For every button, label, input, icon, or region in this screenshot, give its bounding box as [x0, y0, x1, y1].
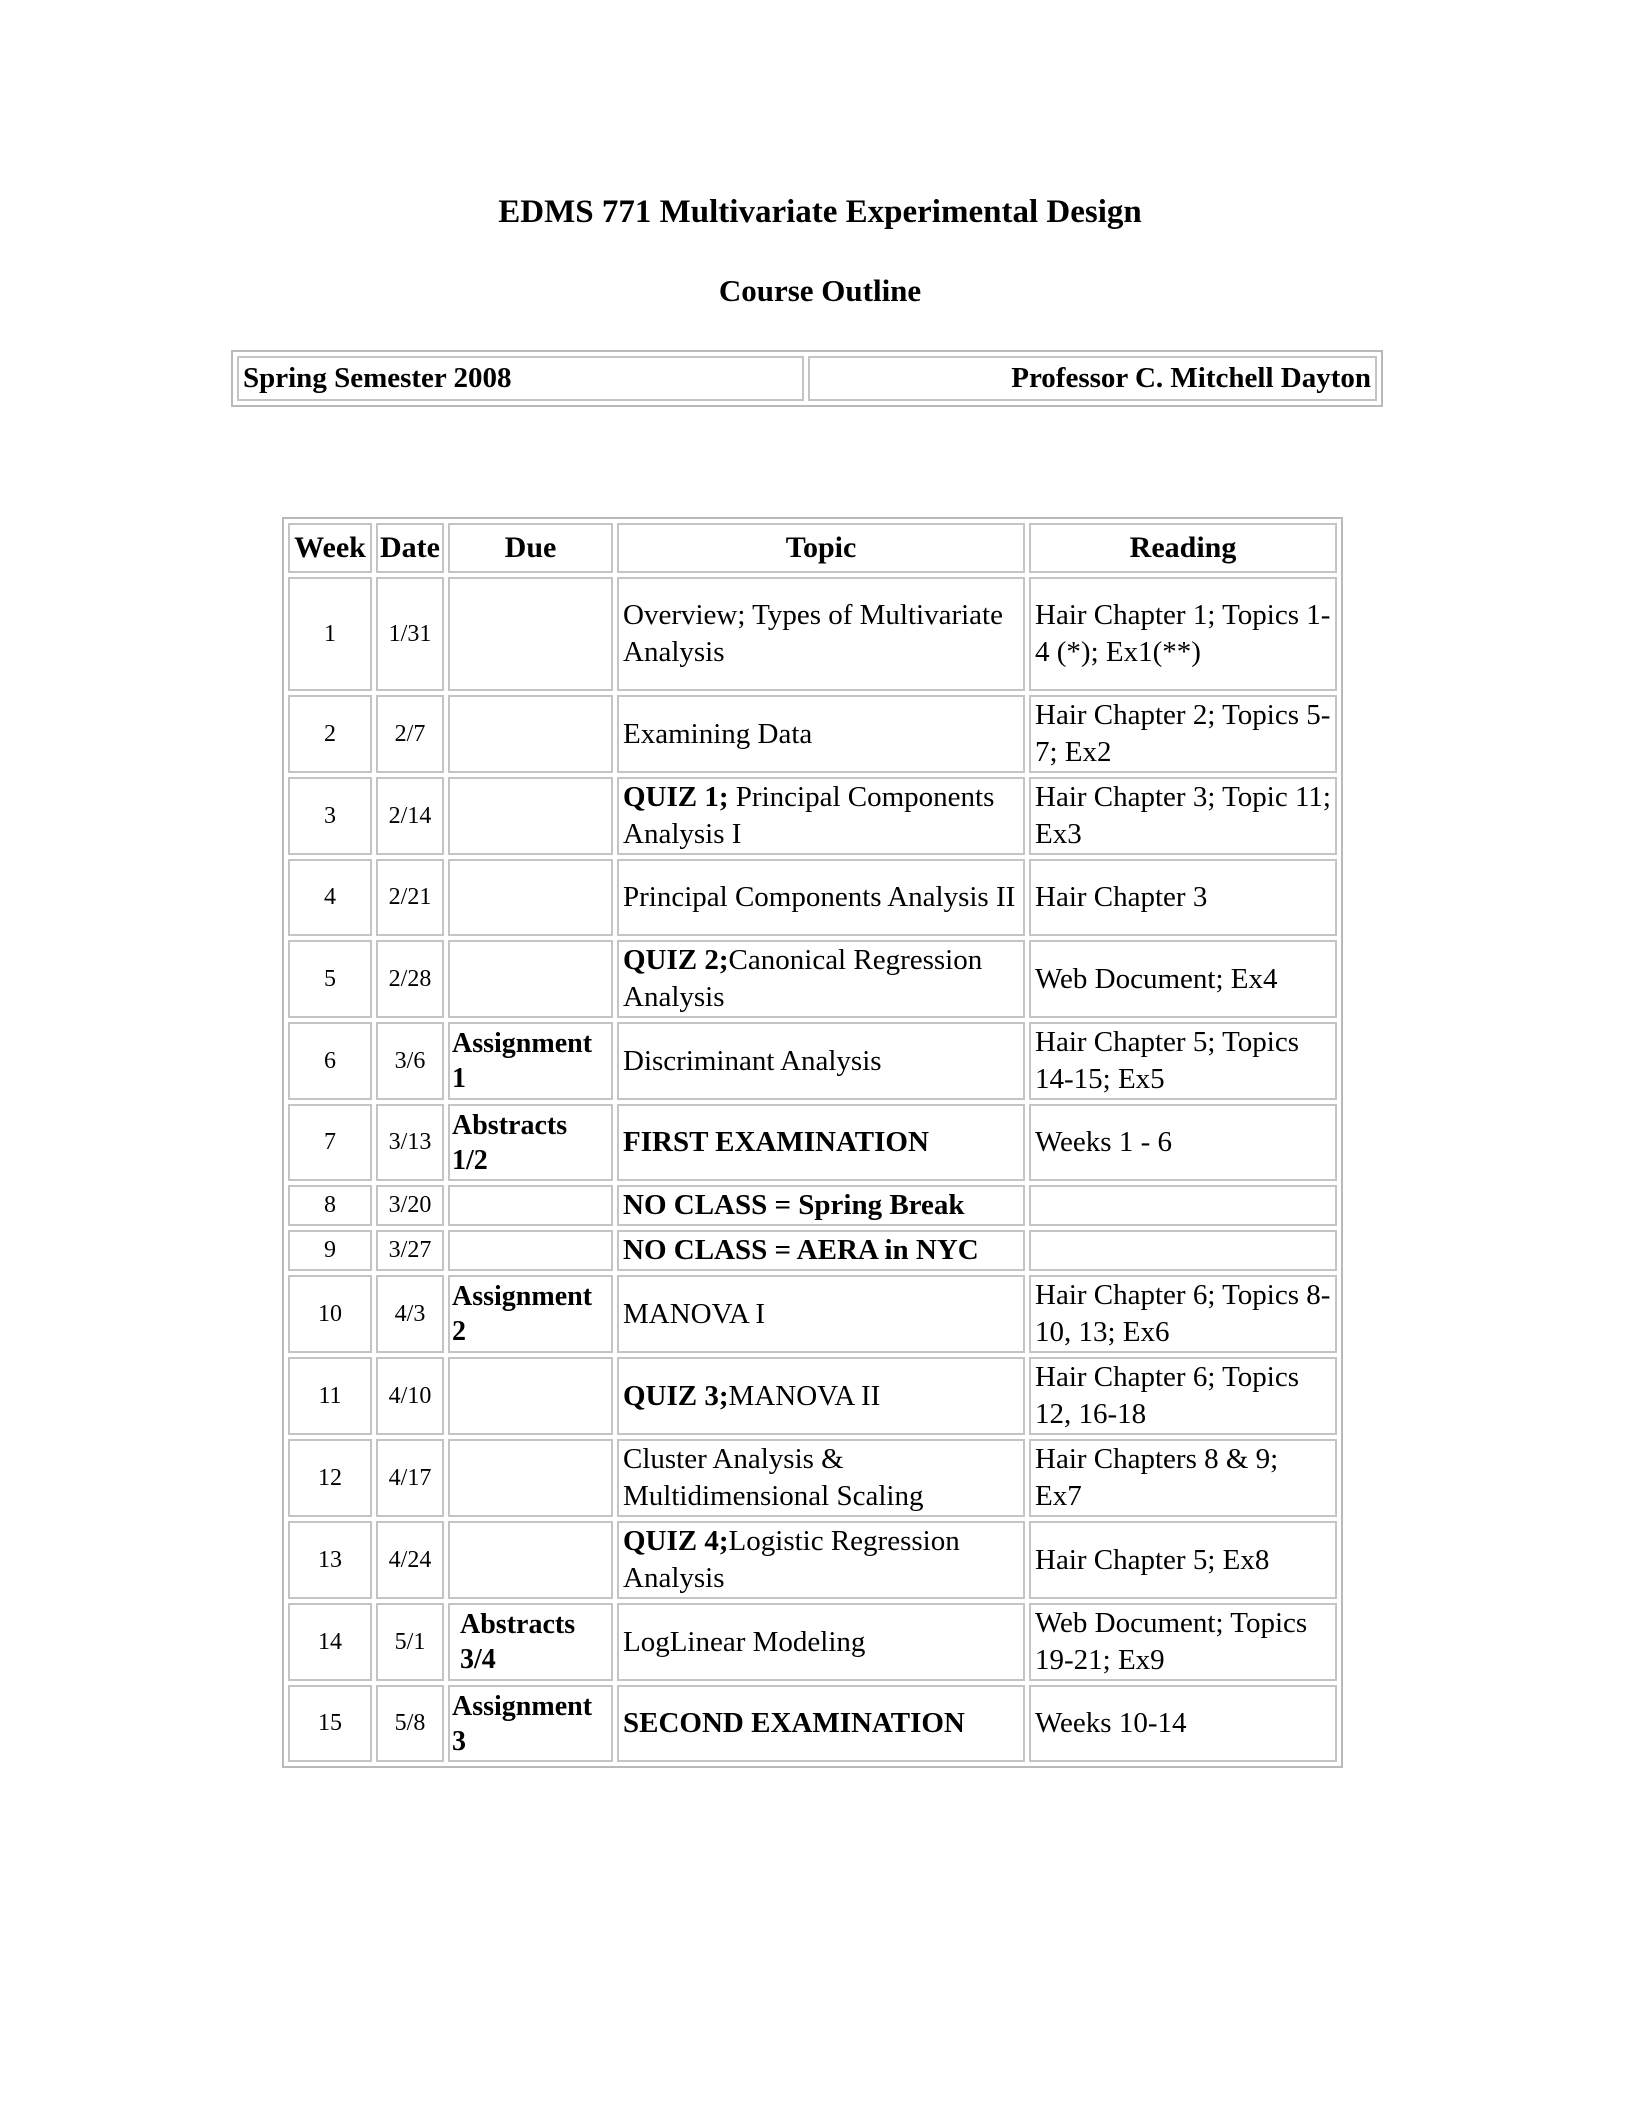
- date-cell: 2/21: [376, 859, 444, 936]
- topic-text: Logistic Regression Analysis: [623, 1525, 960, 1594]
- topic-cell: [617, 1685, 1025, 1762]
- week-cell: 13: [288, 1521, 372, 1599]
- reading-cell: Hair Chapter 3: [1029, 859, 1337, 936]
- week-cell: 15: [288, 1685, 372, 1762]
- document-subtitle: Course Outline: [718, 273, 922, 308]
- topic-text: Examining Data: [623, 717, 813, 750]
- due-cell: [448, 695, 613, 773]
- outline-body: [288, 577, 1337, 1762]
- topic-bold-text: QUIZ 3;: [623, 1379, 729, 1412]
- topic-text: Principal Components Analysis II: [623, 881, 1016, 913]
- reading-cell: Hair Chapter 5; Topics 14-15; Ex5: [1029, 1022, 1337, 1100]
- reading-cell: Hair Chapter 2; Topics 5-7; Ex2: [1029, 695, 1337, 773]
- topic-text: Overview; Types of Multivariate Analysis: [623, 599, 1003, 668]
- reading-cell: Weeks 10-14: [1029, 1685, 1337, 1762]
- reading-cell: Hair Chapter 1; Topics 1-4 (*); Ex1(**): [1029, 577, 1337, 691]
- date-cell: 2/28: [376, 940, 444, 1018]
- week-cell: 3: [288, 777, 372, 855]
- topic-cell: [617, 777, 1025, 855]
- date-cell: 4/24: [376, 1521, 444, 1599]
- reading-cell: Hair Chapter 6; Topics 12, 16-18: [1029, 1357, 1337, 1435]
- outline-row: [288, 1104, 1337, 1181]
- outline-row: [288, 940, 1337, 1018]
- outline-row: [288, 1022, 1337, 1100]
- reading-cell: Web Document; Ex4: [1029, 940, 1337, 1018]
- document-title: EDMS 771 Multivariate Experimental Design: [498, 194, 1142, 230]
- header-week: Week: [288, 523, 372, 573]
- topic-cell: [617, 695, 1025, 773]
- due-cell: Assignment 2: [448, 1275, 613, 1353]
- week-cell: 1: [288, 577, 372, 691]
- topic-cell: [617, 1230, 1025, 1271]
- reading-cell: Hair Chapter 5; Ex8: [1029, 1521, 1337, 1599]
- outline-row: [288, 1357, 1337, 1435]
- outline-row: [288, 1603, 1337, 1681]
- due-cell: [448, 1185, 613, 1226]
- topic-bold-text: SECOND EXAMINATION: [623, 1707, 965, 1739]
- date-cell: 3/20: [376, 1185, 444, 1226]
- week-cell: 6: [288, 1022, 372, 1100]
- outline-row: [288, 1230, 1337, 1271]
- header-date: Date: [376, 523, 444, 573]
- outline-row: [288, 1685, 1337, 1762]
- course-outline-table: [282, 517, 1343, 1768]
- outline-row: [288, 695, 1337, 773]
- course-info-table: [231, 350, 1383, 407]
- due-cell: [448, 940, 613, 1018]
- reading-cell: Web Document; Topics 19-21; Ex9: [1029, 1603, 1337, 1681]
- outline-row: [288, 1275, 1337, 1353]
- date-cell: 4/10: [376, 1357, 444, 1435]
- topic-cell: [617, 1022, 1025, 1100]
- topic-text: Cluster Analysis & Multidimensional Scaling: [623, 1443, 924, 1512]
- outline-header-row: [288, 523, 1337, 573]
- topic-text: MANOVA II: [728, 1379, 881, 1412]
- date-cell: 2/14: [376, 777, 444, 855]
- week-cell: 12: [288, 1439, 372, 1517]
- date-cell: 1/31: [376, 577, 444, 691]
- reading-cell: Hair Chapter 3; Topic 11; Ex3: [1029, 777, 1337, 855]
- date-cell: 3/27: [376, 1230, 444, 1271]
- date-cell: 5/8: [376, 1685, 444, 1762]
- topic-text: MANOVA I: [623, 1297, 766, 1330]
- outline-row: [288, 1185, 1337, 1226]
- topic-text: LogLinear Modeling: [623, 1625, 866, 1658]
- topic-cell: [617, 859, 1025, 936]
- topic-text: Discriminant Analysis: [623, 1044, 882, 1077]
- reading-cell: Hair Chapter 6; Topics 8-10, 13; Ex6: [1029, 1275, 1337, 1353]
- header-due: Due: [448, 523, 613, 573]
- week-cell: 4: [288, 859, 372, 936]
- week-cell: 7: [288, 1104, 372, 1181]
- date-cell: 4/3: [376, 1275, 444, 1353]
- due-cell: [448, 859, 613, 936]
- semester-cell: Spring Semester 2008: [237, 356, 804, 401]
- week-cell: 9: [288, 1230, 372, 1271]
- topic-cell: [617, 1185, 1025, 1226]
- week-cell: 2: [288, 695, 372, 773]
- due-cell: Abstracts 3/4: [448, 1603, 613, 1681]
- topic-cell: [617, 1439, 1025, 1517]
- outline-row: [288, 777, 1337, 855]
- topic-bold-text: QUIZ 4;: [623, 1525, 729, 1557]
- topic-bold-text: NO CLASS = Spring Break: [623, 1189, 965, 1221]
- topic-bold-text: NO CLASS = AERA in NYC: [623, 1234, 979, 1266]
- week-cell: 11: [288, 1357, 372, 1435]
- due-cell: [448, 577, 613, 691]
- professor-cell: Professor C. Mitchell Dayton: [808, 356, 1377, 401]
- reading-cell: [1029, 1230, 1337, 1271]
- due-cell: [448, 777, 613, 855]
- due-cell: Assignment 3: [448, 1685, 613, 1762]
- topic-cell: [617, 577, 1025, 691]
- week-cell: 14: [288, 1603, 372, 1681]
- reading-cell: Weeks 1 - 6: [1029, 1104, 1337, 1181]
- outline-row: [288, 577, 1337, 691]
- course-info-row: [237, 356, 1377, 401]
- date-cell: 2/7: [376, 695, 444, 773]
- reading-cell: [1029, 1185, 1337, 1226]
- topic-bold-text: QUIZ 1;: [623, 781, 729, 813]
- topic-bold-text: QUIZ 2;: [623, 944, 729, 976]
- outline-row: [288, 1521, 1337, 1599]
- topic-cell: [617, 1104, 1025, 1181]
- due-cell: [448, 1357, 613, 1435]
- due-cell: Assignment 1: [448, 1022, 613, 1100]
- topic-cell: [617, 1521, 1025, 1599]
- topic-cell: [617, 1603, 1025, 1681]
- week-cell: 5: [288, 940, 372, 1018]
- due-cell: [448, 1439, 613, 1517]
- due-cell: Abstracts 1/2: [448, 1104, 613, 1181]
- topic-cell: [617, 1357, 1025, 1435]
- outline-row: [288, 859, 1337, 936]
- header-topic: Topic: [617, 523, 1025, 573]
- week-cell: 8: [288, 1185, 372, 1226]
- outline-row: [288, 1439, 1337, 1517]
- reading-cell: Hair Chapters 8 & 9; Ex7: [1029, 1439, 1337, 1517]
- topic-cell: [617, 1275, 1025, 1353]
- date-cell: 5/1: [376, 1603, 444, 1681]
- due-cell: [448, 1230, 613, 1271]
- topic-bold-text: FIRST EXAMINATION: [623, 1126, 929, 1158]
- header-reading: Reading: [1029, 523, 1337, 573]
- date-cell: 4/17: [376, 1439, 444, 1517]
- due-cell: [448, 1521, 613, 1599]
- date-cell: 3/13: [376, 1104, 444, 1181]
- topic-cell: [617, 940, 1025, 1018]
- topic-text: Principal Components Analysis I: [623, 781, 995, 850]
- topic-text: Canonical Regression Analysis: [623, 944, 983, 1013]
- date-cell: 3/6: [376, 1022, 444, 1100]
- week-cell: 10: [288, 1275, 372, 1353]
